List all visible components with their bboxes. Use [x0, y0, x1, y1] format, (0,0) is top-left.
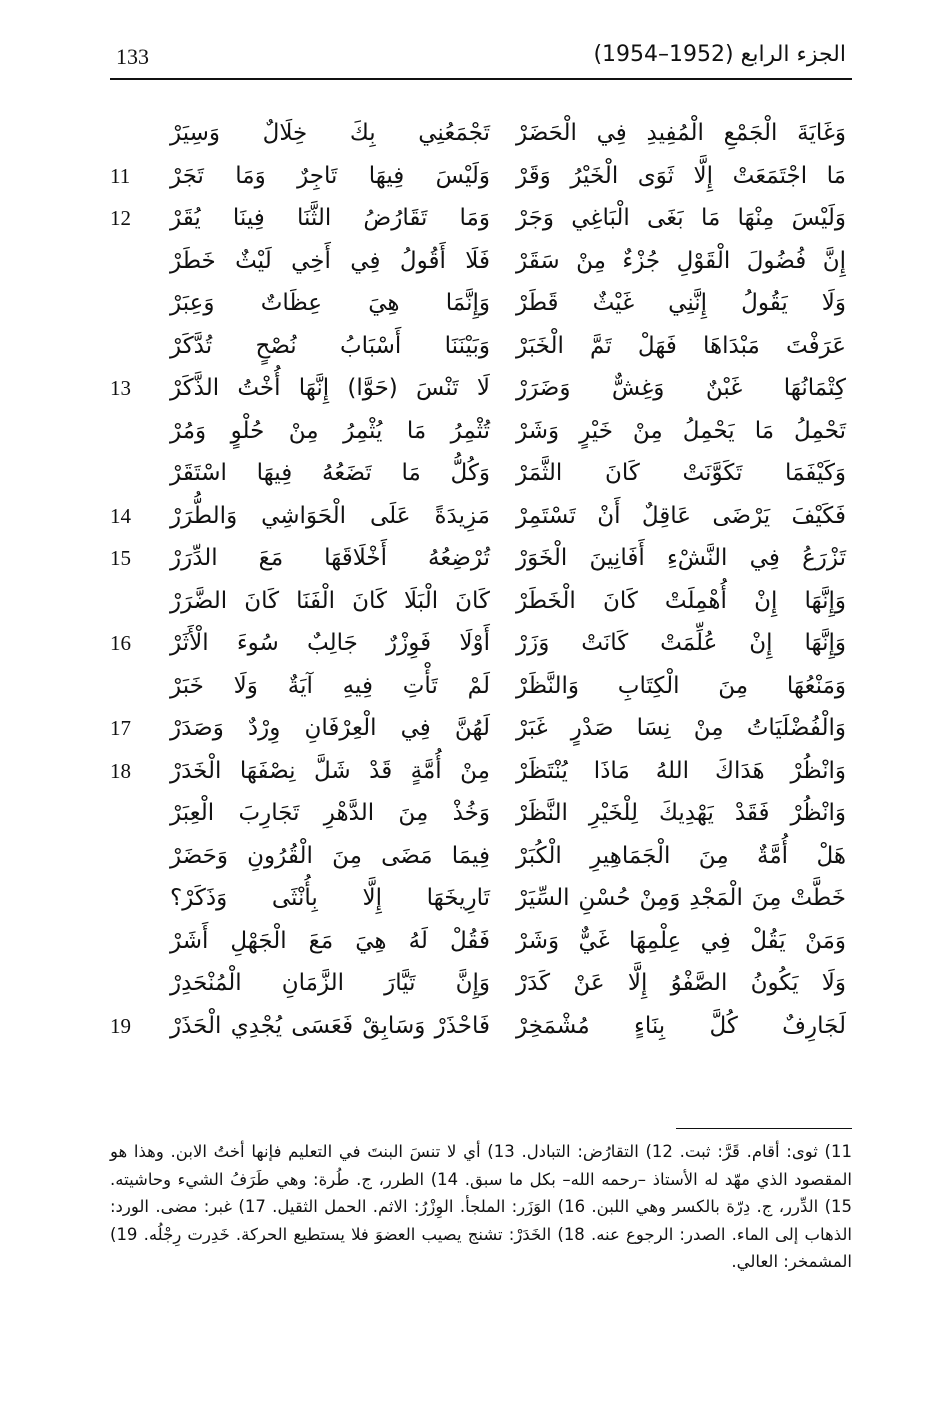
footnote-rule [676, 1128, 852, 1129]
footnote-reference-number: 16 [110, 631, 131, 655]
verse-second-hemistich: وَمَا تَقَارُضُ الثَّنَا فِينَا يُقَرْ [170, 205, 490, 231]
verse-first-hemistich: وَالْفُضْلَيَاتُ مِنْ نِسَا صَدْرٍ غَبَرْ [516, 715, 846, 741]
verse-second-hemistich: مَزِيدَةً عَلَى الْحَوَاشِي وَالطُّرَرْ [170, 502, 490, 529]
verse-line [110, 750, 852, 793]
verse-line [110, 240, 852, 283]
footnotes: 11) ثوى: أقام. قَرَّ: ثبت. 12) التقارُض: التبادل. 13) أي لا تنسَ البنتَ في التعليم فإنها أختُ الابن. وهذا هو المقصود الذي مهّد له الأستاذ –رحمه الله– بكل ما سبق. 14) الطرر، ج. طُرة: وهي طَرَفُ الشيء وحاشيته. 15) الدِّرر، ج. دِرّة بالكسر وهي اللبن. 16) الوَزَر: الملجأ. الوِزْرُ: الاثم. الحمل الثقيل. 17) غبر: مضى. الورد: الذهاب إلى الماء. الصدر: الرجوع عنه. 18) الخَدَرْ: تشنج يصيب العضوَ فلا يستطيع الحركة. خَدِرت رِجْلُه. 19) المشمخر: العالي. [110, 1142, 853, 1271]
verse-line [110, 580, 852, 623]
footnote-reference-number: 17 [110, 716, 131, 740]
verse-first-hemistich: وَمَنْ يَقُلْ فِي عِلْمِهَا غَيٌّ وَشَرْ [516, 927, 846, 954]
verse-line [110, 877, 852, 920]
footnote-reference-number: 15 [110, 546, 131, 570]
verse-line [110, 452, 852, 495]
verse-first-hemistich: وَإِنَّهَا إِنْ عُلِّمَتْ كَانَتْ وَزَرْ [516, 630, 846, 656]
verse-first-hemistich: فَكَيْفَ يَرْضَى عَاقِلٌ أَنْ تَسْتَمِرْ [516, 502, 846, 529]
verse-line [110, 537, 852, 580]
verse-line [110, 410, 852, 453]
verse-first-hemistich: هَلْ أُمَّةٌ مِنَ الْجَمَاهِيرِ الْكُبَرْ [516, 842, 846, 869]
page-number: 133 [116, 44, 149, 69]
verse-line [110, 962, 852, 1005]
verse-first-hemistich: تَزْرَعُ فِي النَّشْءِ أَفَانِينَ الْخَوَرْ [516, 545, 846, 571]
poem [110, 112, 852, 1047]
verse-second-hemistich: لَمْ تَأْتِ فِيهِ آيَةٌ وَلَا خَبَرْ [170, 672, 490, 699]
verse-first-hemistich: خَطَّتْ مِنَ الْمَجْدِ وَمِنْ حُسْنِ السِّيَرْ [516, 885, 846, 911]
verse-line [110, 325, 852, 368]
verse-line [110, 495, 852, 538]
verse-first-hemistich: إِنَّ فُضُولَ الْقَوْلِ جُزْءٌ مِنْ سَقَرْ [516, 247, 846, 274]
verse-second-hemistich: فَاحْذَرْ وَسَابِقْ فَعَسَى يُجْدِي الْحَذَرْ [170, 1012, 490, 1039]
verse-first-hemistich: كِتْمَانُهَا غَبْنٌ وَغِشٌّ وَضَرَرْ [516, 375, 846, 401]
verse-first-hemistich: وَلَا يَكُونُ الصَّفْوُ إِلَّا عَنْ كَدَرْ [516, 970, 846, 996]
footnote-reference-number: 14 [110, 503, 131, 528]
verse-second-hemistich: لَهُنَّ فِي الْعِرْفَانِ وِرْدٌ وَصَدَرْ [170, 715, 490, 741]
verse-first-hemistich: عَرَفْتَ مَبْدَاهَا فَهَلْ تَمَّ الْخَبَرْ [516, 332, 846, 359]
verse-line [110, 282, 852, 325]
page-header [110, 40, 852, 80]
footnote-reference-number: 12 [110, 206, 131, 230]
verse-second-hemistich: وَإِنَّ تَيَّارَ الزَّمَانِ الْمُنْحَدِرْ [170, 970, 490, 996]
verse-line [110, 622, 852, 665]
verse-line [110, 707, 852, 750]
verse-first-hemistich: مَا اجْتَمَعَتْ إِلَّا ثَوَى الْخَيْرُ وَقَرْ [516, 162, 846, 189]
verse-second-hemistich: كَانَ الْبَلَا كَانَ الْفَنَا كَانَ الضَّرَرْ [170, 587, 490, 614]
verse-line [110, 112, 852, 155]
verse-second-hemistich: تُرْضِعُهُ أَخْلَاقَهَا مَعَ الدِّرَرْ [170, 545, 490, 571]
verse-line [110, 665, 852, 708]
verse-second-hemistich: فَقُلْ لَهُ هِيَ مَعَ الْجَهْلِ أَشَرْ [170, 927, 490, 954]
verse-first-hemistich: لَجَارِفٌ كُلَّ بِنَاءٍ مُشْمَخِرْ [516, 1012, 846, 1039]
verse-first-hemistich: وَكَيْفَمَا تَكَوَّنَتْ كَانَ الثَّمَرْ [516, 460, 846, 486]
verse-first-hemistich: تَحْمِلُ مَا يَحْمِلُ مِنْ خَيْرٍ وَشَرْ [516, 417, 846, 444]
verse-line [110, 792, 852, 835]
verse-first-hemistich: وَانْظُرْ فَقَدْ يَهْدِيكَ لِلْخَيْرِ النَّظَرْ [516, 800, 846, 826]
header-rule [110, 78, 852, 80]
verse-second-hemistich: فَلَا أَقُولُ فِي أَخِي لَيْثٌ خَطَرْ [170, 247, 490, 274]
verse-line [110, 155, 852, 198]
verse-line [110, 920, 852, 963]
verse-second-hemistich: وَبَيْنَنَا أَسْبَابُ نُصْحٍ تُدَّكَرْ [170, 332, 490, 359]
verse-first-hemistich: وَلَا يَقُولُ إِنَّنِي غَيْثٌ قَطَرْ [516, 290, 846, 316]
verse-line [110, 197, 852, 240]
footnote-reference-number: 19 [110, 1013, 131, 1038]
verse-first-hemistich: وَإِنَّهَا إِنْ أُهْمِلَتْ كَانَ الْخَطَرْ [516, 587, 846, 614]
verse-second-hemistich: وَخُذْ مِنَ الدَّهْرِ تَجَارِبَ الْعِبَرْ [170, 800, 490, 826]
footnote-reference-number: 11 [110, 163, 131, 188]
verse-second-hemistich: وَكُلُّ مَا تَضَعُهُ فِيهَا اسْتَقَرْ [170, 460, 490, 486]
footnote-reference-number: 18 [110, 758, 131, 783]
verse-second-hemistich: تُثْمِرُ مَا يُثْمِرُ مِنْ حُلْوٍ وَمُرْ [170, 417, 490, 444]
verse-first-hemistich: وَمَنْعُهَا مِنَ الْكِتَابِ وَالنَّظَرْ [516, 672, 846, 699]
verse-line [110, 835, 852, 878]
verse-second-hemistich: فِيمَا مَضَى مِنَ الْقُرُونِ وَحَضَرْ [170, 842, 490, 869]
verse-second-hemistich: مِنْ أُمَّةٍ قَدْ شَلَّ نِصْفَهَا الْخَدَرْ [170, 757, 490, 784]
footnote-reference-number: 13 [110, 376, 131, 400]
verse-second-hemistich: لَا تَنْسَ (حَوَّا) إِنَّهَا أُخْتُ الذَّكَرْ [170, 375, 490, 401]
verse-second-hemistich: وَإِنَّمَا هِيَ عِظَاتٌ وَعِبَرْ [170, 290, 490, 316]
verse-first-hemistich: وَغَايَةَ الْجَمْعِ الْمُفِيدِ فِي الْحَضَرْ [516, 120, 846, 146]
verse-first-hemistich: وَلَيْسَ مِنْهَا مَا بَغَى الْبَاغِي وَجَرْ [516, 205, 846, 231]
verse-second-hemistich: تَجْمَعُنِي بِكَ خِلَالٌ وَسِيَرْ [170, 120, 490, 146]
verse-second-hemistich: وَلَيْسَ فِيهَا تَاجِرٌ وَمَا تَجَرْ [170, 162, 490, 189]
verse-second-hemistich: تَارِيخَهَا إِلَّا بِأُنْثَى وَذَكَرْ؟ [170, 885, 490, 911]
verse-first-hemistich: وَانْظُرْ هَدَاكَ اللهُ مَاذَا يُنْتَظَرْ [516, 757, 846, 784]
running-title: الجزء الرابع (1952–1954) [593, 42, 846, 67]
verse-second-hemistich: أَوْلَا فَوِزْرٌ جَالِبٌ سُوءَ الْأَثَرْ [170, 630, 490, 656]
verse-line [110, 1005, 852, 1048]
verse-line [110, 367, 852, 410]
